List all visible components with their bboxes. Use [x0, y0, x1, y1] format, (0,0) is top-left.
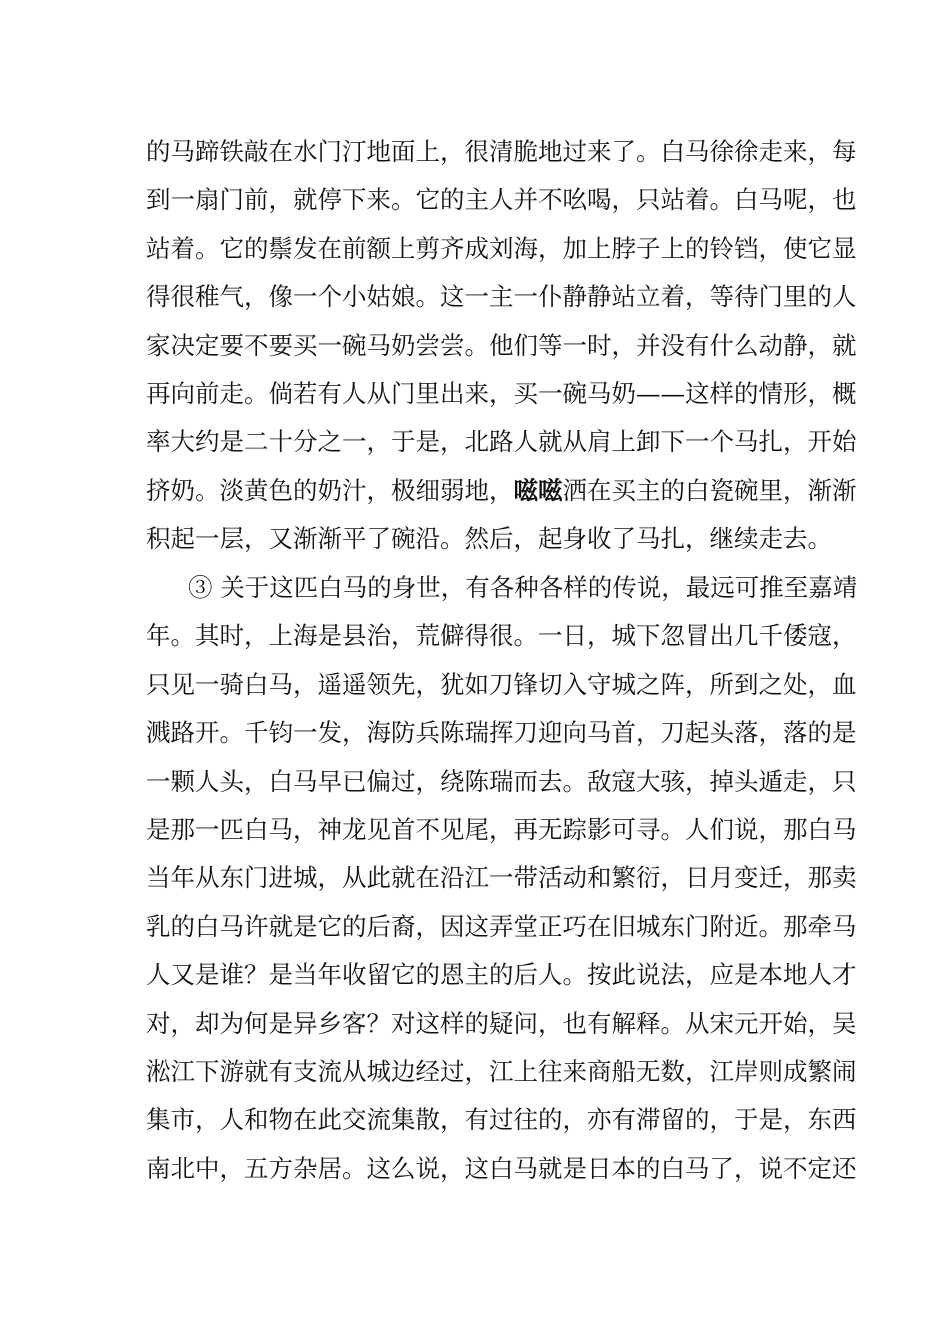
text-line: 率大约是二十分之一，于是，北路人就从肩上卸下一个马扎，开始 — [146, 427, 857, 457]
text-line: 乳的白马许就是它的后裔，因这弄堂正巧在旧城东门附近。那牵马 — [146, 911, 857, 941]
text-line: 只见一骑白马，遥遥领先，犹如刀锋切入守城之阵，所到之处，血 — [146, 669, 857, 699]
text-line: 到一扇门前，就停下来。它的主人并不吆喝，只站着。白马呢，也 — [146, 185, 857, 215]
text-line: 站着。它的鬃发在前额上剪齐成刘海，加上脖子上的铃铛，使它显 — [146, 233, 857, 263]
text-line: 淞江下游就有支流从城边经过，江上往来商船无数，江岸则成繁闹 — [146, 1056, 857, 1086]
text-line: 得很稚气，像一个小姑娘。这一主一仆静静站立着，等待门里的人 — [146, 282, 857, 312]
text-line: 的马蹄铁敲在水门汀地面上，很清脆地过来了。白马徐徐走来，每 — [146, 137, 857, 166]
text-line-indented: ③ 关于这匹白马的身世，有各种各样的传说，最远可推至嘉靖 — [188, 573, 858, 602]
text-line: 当年从东门进城，从此就在沿江一带活动和繁衍，日月变迁，那卖 — [146, 863, 857, 893]
text-line: 一颗人头，白马早已偏过，绕陈瑞而去。敌寇大骇，掉头遁走，只 — [146, 766, 857, 796]
paragraph-3 — [146, 564, 858, 1193]
text-line: 对，却为何是异乡客？对这样的疑问，也有解释。从宋元开始，吴 — [146, 1008, 857, 1038]
text-line: 集市，人和物在此交流集散，有过往的，亦有滞留的，于是，东西 — [146, 1105, 857, 1135]
line-segment: 洒在买主的白瓷碗里，渐渐 — [562, 475, 857, 505]
line-segment: 挤奶。淡黄色的奶汁，极细弱地， — [146, 475, 514, 505]
text-line: 再向前走。倘若有人从门里出来，买一碗马奶——这样的情形，概 — [146, 378, 857, 408]
text-line: 南北中，五方杂居。这么说，这白马就是日本的白马了，说不定还 — [146, 1153, 857, 1183]
text-line-with-bold — [146, 467, 857, 515]
text-line: 是那一匹白马，神龙见首不见尾，再无踪影可寻。人们说，那白马 — [146, 814, 857, 844]
bold-onomatopoeia: 嗞嗞 — [513, 475, 563, 505]
text-line: 积起一层，又渐渐平了碗沿。然后，起身收了马扎，继续走去。 — [146, 524, 832, 554]
paragraph-2-continued — [146, 128, 857, 564]
text-line: 人又是谁？是当年收留它的恩主的后人。按此说法，应是本地人才 — [146, 960, 857, 990]
text-line: 溅路开。千钧一发，海防兵陈瑞挥刀迎向马首，刀起头落，落的是 — [146, 718, 857, 748]
text-line: 家决定要不要买一碗马奶尝尝。他们等一时，并没有什么动静，就 — [146, 330, 857, 360]
text-line: 年。其时，上海是县治，荒僻得很。一日，城下忽冒出几千倭寇， — [146, 621, 857, 651]
